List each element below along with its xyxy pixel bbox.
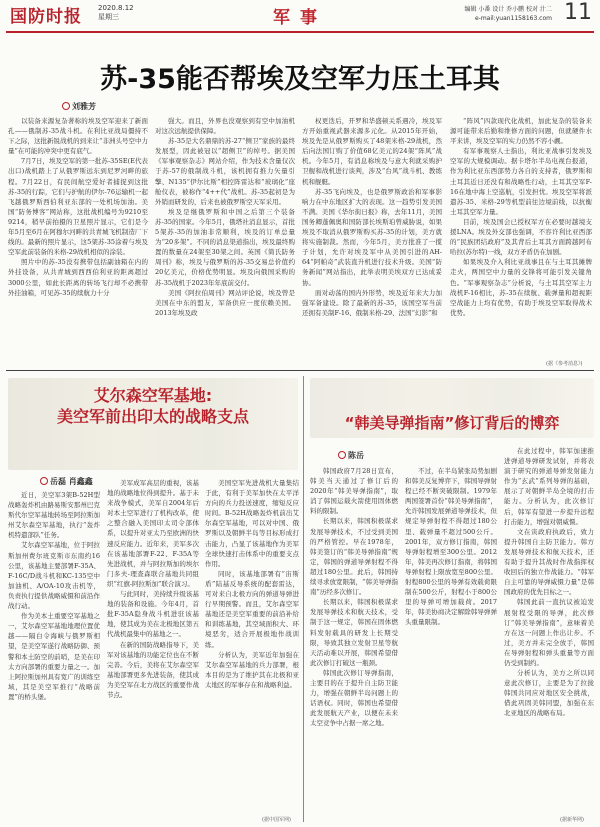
main-headline: 苏-35能否帮埃及空军力压土耳其: [100, 64, 500, 95]
column-divider: [303, 376, 304, 822]
article1-column-4: “阵风”四款现代化战机，加此复杂的装备来源可能带来后勤和维修方面的问题，但就硬件水平来讲，埃及空军的实力仍然不容小觑。 有军事观察人士指出，利比亚战事引发埃及空军的大规模调动。据卡塔尔半岛电视台报道，作为利比亚东西部势力各自的支持者，俄罗斯和土耳其近日还没有和战略性行动，土耳其空军F-16在地中海上空巡航，引发担忧。埃及空军将派遣苏-35、米格-29等机型前往边境前线，以抗衡土耳其空军力量。 目前，埃及国会已授权军方在必要时越境支援LNA。埃及外交部也强调，不容许利比亚西部的“民族团结政府”及其背后土耳其方面跨越阿布哈拉(苏尔特)一线，双方矛盾仍在加剧。 如果埃及介入利比亚战事且在与土耳其摊牌走火，两国空中力量的交锋将可能引发关键角色。“军事观察杂志”分析说，与土耳其空军主力战机F-16相比，苏-35在续航、载弹量和超视距空战能力上均有优势，有助于埃及空军取得战术优势。: [450, 117, 592, 317]
byline-ring-icon: [62, 102, 70, 110]
article1-source: (据《参考消息》): [546, 361, 583, 367]
article3-title: “韩美导弹指南”修订背后的博弈: [344, 414, 560, 432]
page-header: [0, 0, 600, 32]
article2-byline: 岳磊 肖鑫鑫: [40, 476, 93, 487]
article2-column-3: 美国空军先进战机大量集结于此，有利于美军加快在太平洋方向的兵力投送速度，缩短反应时间。B-52H战略轰炸机前出艾尔森空军基地，可以对中国、俄罗斯以及朝鲜半岛等目标形成打击能力，凸显了该基地作为美军全球快速打击体系中的重要支点作用。 同时，该基地部署有“宙斯盾”陆基反导系统的配套雷达，可对来自北极方向的弹道导弹进行早期预警。而且，艾尔森空军基地还是美空军重要的前沿补给和训练基地，其空域面积大、环境恶劣，适合开展极地作战训练。 分析认为，美军近年加强在艾尔森空军基地的兵力部署，根本目的是为了维护其在北极和亚太地区的军事存在和战略利益。: [205, 479, 299, 689]
page-number: 11: [564, 0, 592, 25]
article1-column-1: 以装备来源复杂著称的埃及空军迎来了新面孔——俄制苏-35战斗机。在利比亚战局僵持不下之际，这批新锐战机的到来让“非洲头号空中力量”在可能的冲突中更有底气。 7月7日，埃及空军的第一批苏-35SE(E代表出口)战机踏上了从俄罗斯远东到尼罗河畔的旅程。7月22日，有民间航空爱好者捕捉到这批苏-35的行踪，它们与护航的伊尔-76运输机一起飞越俄罗斯西伯利亚东部的一处机场加油。美国“防务博客”网站称，这批战机编号为9210至9214，稍早前拍摄的卫星照片显示，它们是今年5月至6月在阿穆尔河畔的共青城飞机制造厂下线的。最新的照片显示，这5架苏-35涂着与埃及空军此前装备的米格-29战机相似的涂装。 照片中的苏-35没有携带包括副油箱在内的外挂设备，从共青城到西西伯利亚的距离超过3000公里，如此长距离的转场飞行却不必携带外挂油箱，可见苏-35的续航力十分: [8, 117, 148, 297]
article3-column-1: 韩国政府7月28日宣布，韩美当天通过了修订后的2020年“韩美导弹指南”，取消了韩国运载火箭使用固体燃料的限制。 长期以来，韩国积极谋求发展导弹技术，不过受到美国的严格管控。早在1978年，韩美签订的“韩美导弹指南”规定，韩国的弹道导弹射程不得超过180公里。此后，韩国持续寻求放宽限制，“韩美导弹指南”历经多次修订。 长期以来，韩国积极谋求发展导弹技术和航天技术，受制于这一规定，韩国在固体燃料发射载具的研发上长期受限，导致其独立发射卫星等航天活动难以开展，韩国希望借此次修订打破这一瓶颈。 韩国此次修订导弹指南，主要目的在于提升自主防卫能力，增强在朝鲜半岛问题上的话语权。同时，韩国也希望借此发展航天产业，以便在未来太空竞争中占据一席之地。: [310, 467, 398, 728]
section-divider: [6, 370, 594, 371]
article1-column-3: 权更迭后，开罗和华盛顿关系遇冷，埃及军方开始重视武器来源多元化。从2015年开始，埃及先是从俄罗斯购买了48架米格-29战机，然后向法国订购了价值68亿美元的24架“阵风”战机。今年5月，有消息称埃及与意大利就采购护卫舰和战机进行谈判，涉及“台风”战斗机、教练机和舰艇。 苏-35飞向埃及，也是俄罗斯政治和军事影响力在中东地区扩大的表现。这一趋势引发美国不满。美国《华尔街日报》称，去年11月，美国国务卿蓬佩奥和国防部长埃斯珀曾威胁说，如果埃及不取消从俄罗斯购买苏-35的计划，美方就将实施制裁。然而，今年5月，美方批准了一揽子计划，允许对埃及军中从美国引进的AH-64“阿帕奇”武装直升机进行技术升级。美国“防务新闻”网站指出，此举表明美埃双方已达成妥协。 面对动荡的国内外形势，埃及近年来大力加强军备建设。除了最新的苏-35，该国空军当前还拥有美制F-16、俄制米格-29、法国“幻影”和: [302, 117, 442, 317]
issue-date: 2020.8.12: [98, 4, 134, 12]
article2-column-1: 近日，美空军3架B-52H型战略轰炸机由路易斯安那州巴克斯代尔空军基地转场至阿拉斯加州艾尔森空军基地，执行“轰炸机特遣部队”任务。 艾尔森空军基地，位于阿拉斯加州费尔班克斯市东南约16公里，该基地主要部署F-35A、F-16C/D战斗机和KC-135空中加油机、A/OA-10攻击机等，负责执行提供战略威慑和前沿作战行动。 作为美本土重要空军基地之一，艾尔森空军基地地理位置优越——隔白令海峡与俄罗斯相望，是美空军遂行战略防御、预警和本土防空的前哨，是美在印太方向部署的重要力量之一。加上阿拉斯加州具有宽广的训练空域，其是美空军推行“战略前置”的桥头堡。: [8, 491, 100, 701]
article2-title: 艾尔森空军基地: 美空军前出印太的战略支点: [56, 386, 249, 426]
newspaper-logo: 国防时报: [10, 7, 82, 27]
article1-column-2: 强大。而且，外界也没观察到有空中加油机对这次远航提供保障。 苏-35是大名鼎鼎的苏-27“侧卫”家族的最终发展型，因此被冠以“超侧卫”的绰号。据美国《军事观察杂志》网站介绍，作为技术含量仅次于苏-57的俄制战斗机，该机拥有推力矢量引擎、N135“伊尔比斯”相控阵雷达和“玻璃化”座舱仪表，被称作“4++代”战机。苏-35起初是为外销而研发的，后来也被俄罗斯空天军采用。 埃及是继俄罗斯和中国之后第三个装备苏-35的国家。今年5月，俄塔社消息显示，首批5架苏-35的加油非常顺利，埃及的订单总量为“20多架”。不同的消息渠道指出，埃及最终购置的数量在24架至30架之间。英国《简氏防务周刊》称，埃及与俄罗斯的苏-35交易总价值约20亿美元，价格优势明显。埃及向俄国采购的苏-35战机于2023年年底前交付。 美国《阿拉伯周刊》网站评论说，埃及曾是美国在中东的盟友，军备供应一度依赖美国。2013年埃及政: [155, 117, 295, 317]
article2-column-2: 美军成军高层的重视，该基地的战略地位得到提升。基于未来战争模式，美军自2004年后对本土空军进行了机构改革，使之整合融入美国印太司令部体系，以提升对亚太乃至欧洲的快速反应能力。近年来，美军多次在该基地部署F-22、F-35A等先进战机，并与阿拉斯加的埃尔门多夫-理查森联合基地共同组织“红旗-阿拉斯加”联合演习。 与此同时，美持续升级该基地的装备和设施。今年4月，首批F-35A隐身战斗机进驻该基地，使其成为美在北极地区第五代战机最集中的基地之一。 在新的国防战略指导下，美军对该基地的功能定位也在不断完善。今后，美将在艾尔森空军基地部署更多先进装备，使其成为美空军在北方战区的重要作战节点。: [107, 479, 199, 699]
article1-byline: 刘雅芳: [62, 101, 96, 112]
editor-email: e-mail:yuan1158163.com: [474, 15, 552, 22]
article3-source: (据新华网): [560, 817, 584, 823]
byline-ring-icon: [338, 451, 346, 459]
section-title: 军事: [273, 8, 327, 28]
header-rule: [6, 31, 594, 33]
editor-names: 编辑 小番 设计 乔小鹏 校对 汁二: [464, 6, 552, 13]
article3-column-3: 在此过程中，韩军加速推进弹道导弹研发试射，并将表演于研究的弹道导弹发射能力作为“玄武”系列导弹的基础，展示了对朝鲜半岛全境的打击能力。分析认为，此次修订后，韩军有望进一步提升远程打击能力，增强对朝威慑。 文在寅政府执政后，致力提升韩国自主防卫能力。韩方发展导弹技术和航天技术，还有助于提升其战时作战指挥权收回后的独立作战能力。“韩军自主可靠的导弹威慑力量”是韩国政府的优先目标之一。 韩国此前一直抗议被迫发展射程受限的导弹，此次修订“韩美导弹指南”，意味着美方在这一问题上作出让步。不过，美方并未完全放手，韩国在导弹射程和弹头重量等方面仍受到制约。 分析认为，美方之所以同意此次修订，主要是为了拉拢韩国共同应对地区安全挑战，借此巩固美韩同盟，加强在东北亚地区的战略布局。: [504, 447, 594, 718]
issue-weekday: 星期三: [98, 13, 119, 21]
byline-ring-icon: [40, 477, 48, 485]
article3-column-2: 不过，在半岛紧张局势加剧和韩美反复博弈下，韩国导弹射程已经不断突破限制。1979年两国签署首份“韩美导弹指南”，允许韩国发展弹道导弹技术，但规定导弹射程不得超过180公里、载弹量不超过500公斤。2001年，双方修订指南，韩国导弹射程增至300公里。2012年，韩美再次修订指南，将韩国导弹射程上限放宽至800公里。射程800公里的导弹有效载荷限制在500公斤，射程小于800公里的导弹可增加载荷。2017年，韩美协商决定解除韩导弹弹头重量限制。: [405, 467, 497, 627]
article2-source: (据中国军网): [262, 817, 291, 823]
article3-byline: 陈岳: [338, 450, 364, 461]
editor-credits: [464, 5, 552, 23]
